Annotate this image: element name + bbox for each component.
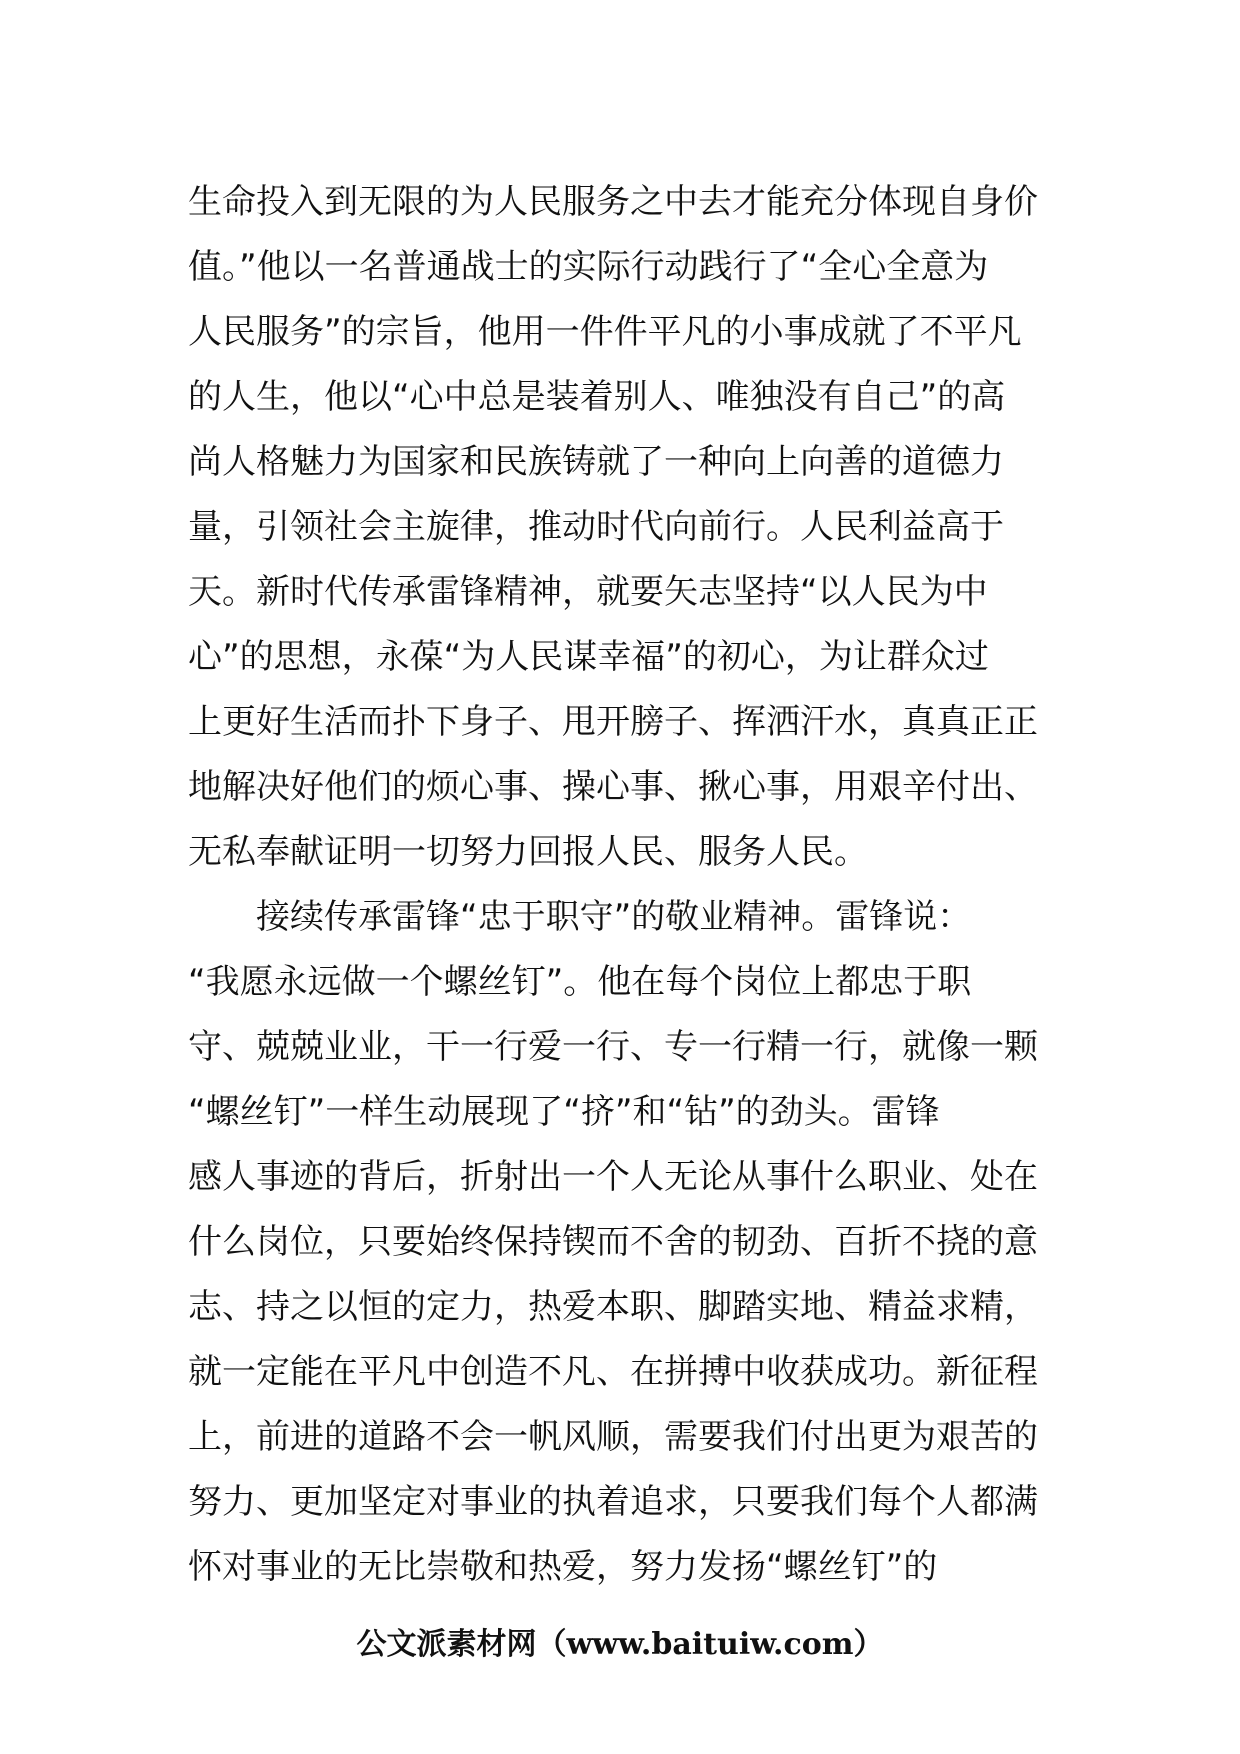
text-line: 生命投入到无限的为人民服务之中去才能充分体现自身价 bbox=[188, 182, 1038, 222]
text-line: 就一定能在平凡中创造不凡、在拼搏中收获成功。新征程 bbox=[188, 1352, 1038, 1392]
text-line: 什么岗位，只要始终保持锲而不舍的韧劲、百折不挠的意 bbox=[188, 1222, 1038, 1262]
page-footer: 公文派素材网（www.baituiw.com） bbox=[356, 1627, 884, 1662]
text-line: 值。”他以一名普通战士的实际行动践行了“全心全意为 bbox=[188, 247, 989, 287]
text-line: 志、持之以恒的定力，热爱本职、脚踏实地、精益求精， bbox=[188, 1287, 1038, 1327]
text-line: 无私奉献证明一切努力回报人民、服务人民。 bbox=[188, 832, 868, 872]
text-line: 接续传承雷锋“忠于职守”的敬业精神。雷锋说： bbox=[188, 897, 972, 937]
text-line: 量，引领社会主旋律，推动时代向前行。人民利益高于 bbox=[188, 507, 1004, 547]
text-line: 天。新时代传承雷锋精神，就要矢志坚持“以人民为中 bbox=[188, 572, 988, 612]
text-line: 努力、更加坚定对事业的执着追求，只要我们每个人都满 bbox=[188, 1482, 1038, 1522]
text-line: 的人生，他以“心中总是装着别人、唯独没有自己”的高 bbox=[188, 377, 1006, 417]
text-line: “我愿永远做一个螺丝钉”。他在每个岗位上都忠于职 bbox=[188, 962, 972, 1002]
text-line: 感人事迹的背后，折射出一个人无论从事什么职业、处在 bbox=[188, 1157, 1038, 1197]
text-line: 心”的思想，永葆“为人民谋幸福”的初心，为让群众过 bbox=[188, 637, 989, 677]
text-line: 人民服务”的宗旨，他用一件件平凡的小事成就了不平凡 bbox=[188, 312, 1022, 352]
text-line: 上更好生活而扑下身子、甩开膀子、挥洒汗水，真真正正 bbox=[188, 702, 1038, 742]
text-line: “螺丝钉”一样生动展现了“挤”和“钻”的劲头。雷锋 bbox=[188, 1092, 940, 1132]
text-line: 地解决好他们的烦心事、操心事、揪心事，用艰辛付出、 bbox=[188, 767, 1038, 807]
text-line: 守、兢兢业业，干一行爱一行、专一行精一行，就像一颗 bbox=[188, 1027, 1038, 1067]
text-line: 上，前进的道路不会一帆风顺，需要我们付出更为艰苦的 bbox=[188, 1417, 1038, 1457]
text-line: 怀对事业的无比崇敬和热爱，努力发扬“螺丝钉”的 bbox=[188, 1547, 938, 1587]
text-line: 尚人格魅力为国家和民族铸就了一种向上向善的道德力 bbox=[188, 442, 1004, 482]
body-text bbox=[188, 170, 1056, 1600]
